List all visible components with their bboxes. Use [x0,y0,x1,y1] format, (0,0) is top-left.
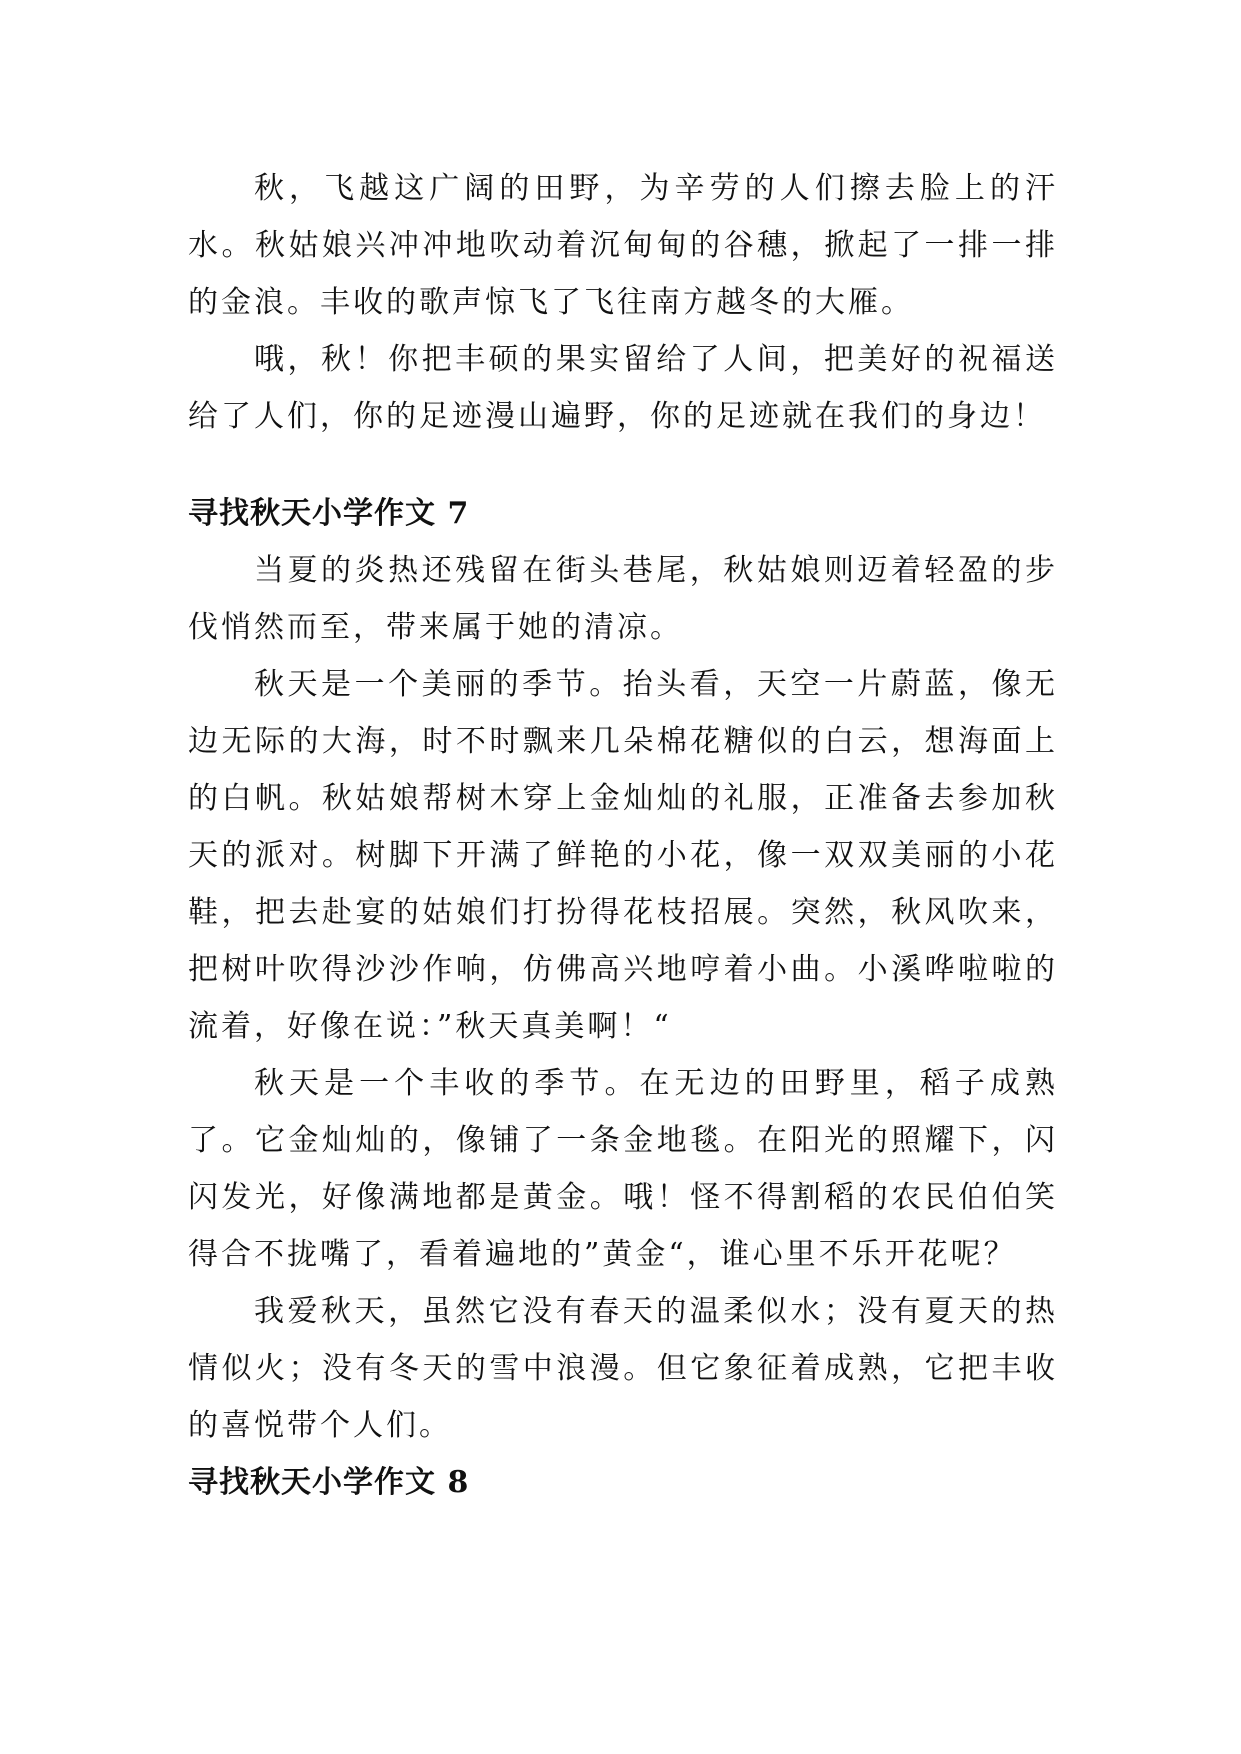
intro-paragraph-2: 哦，秋！你把丰硕的果实留给了人间，把美好的祝福送给了人们，你的足迹漫山遍野，你的足迹就在我们的身边！ [188,342,1058,434]
essay-7-paragraph-4: 我爱秋天，虽然它没有春天的温柔似水；没有夏天的热情似火；没有冬天的雪中浪漫。但它象征着成熟，它把丰收的喜悦带个人们。 [188,1294,1058,1443]
essay-7-paragraph-1: 当夏的炎热还残留在街头巷尾，秋姑娘则迈着轻盈的步伐悄然而至，带来属于她的清凉。 [188,553,1058,645]
essay-7-paragraph-2: 秋天是一个美丽的季节。抬头看，天空一片蔚蓝，像无边无际的大海，时不时飘来几朵棉花糖似的白云，想海面上的白帆。秋姑娘帮树木穿上金灿灿的礼服，正准备去参加秋天的派对。树脚下开满了鲜艳的小花，像一双双美丽的小花鞋，把去赴宴的姑娘们打扮得花枝招展。突然，秋风吹来，把树叶吹得沙沙作响，仿佛高兴地哼着小曲。小溪哗啦啦的流着，好像在说：”秋天真美啊！“ [188,667,1058,1044]
document-body [188,160,1058,1511]
intro-paragraph-1: 秋，飞越这广阔的田野，为辛劳的人们擦去脸上的汗水。秋姑娘兴冲冲地吹动着沉甸甸的谷穗，掀起了一排一排的金浪。丰收的歌声惊飞了飞往南方越冬的大雁。 [188,171,1058,320]
essay-7-paragraph-3: 秋天是一个丰收的季节。在无边的田野里，稻子成熟了。它金灿灿的，像铺了一条金地毯。在阳光的照耀下，闪闪发光，好像满地都是黄金。哦！怪不得割稻的农民伯伯笑得合不拢嘴了，看着遍地的”黄金“，谁心里不乐开花呢？ [188,1066,1058,1272]
essay-8-title: 寻找秋天小学作文 8 [188,1465,470,1500]
essay-7-title: 寻找秋天小学作文 7 [188,496,470,531]
